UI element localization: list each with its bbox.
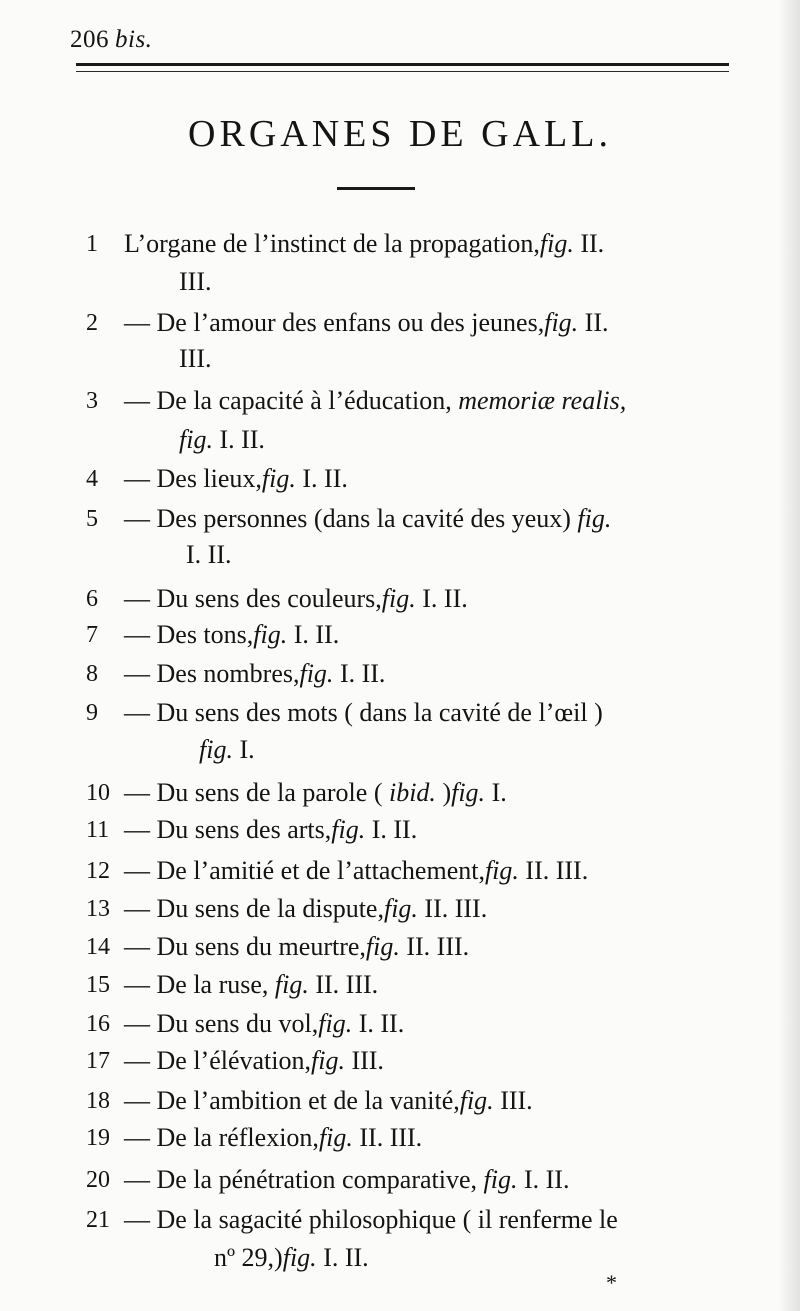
entry-fig-ref: II. III. <box>417 894 488 923</box>
entry-number: 13 <box>86 896 110 922</box>
entry-fig: fig. <box>451 778 486 807</box>
entry-fig: fig. <box>539 229 574 258</box>
entry-number: 8 <box>86 661 98 687</box>
entry-number: 6 <box>86 586 98 612</box>
entry-continuation <box>199 732 255 768</box>
entry-continuation <box>214 1240 369 1276</box>
entry-number: 9 <box>86 700 98 726</box>
entry-fig: fig. <box>299 659 334 688</box>
entry-continuation: III. <box>179 267 212 296</box>
entry-text: L’organe de l’instinct de la propagation, <box>124 229 540 258</box>
entry-text: — Des lieux, <box>124 464 262 493</box>
signature-mark: * <box>606 1270 617 1295</box>
entry-number: 3 <box>86 388 98 414</box>
entry-text: — De la pénétration comparative, <box>124 1165 478 1194</box>
entry-fig-ref: III. <box>493 1086 533 1115</box>
entry-text-after: ) <box>435 778 452 807</box>
entry-fig: fig. <box>199 735 233 764</box>
entry-fig-ref: II. III. <box>518 856 589 885</box>
entry-fig: fig. <box>383 894 418 923</box>
entry-text: — De la réflexion, <box>124 1123 319 1152</box>
entry-text: — Du sens de la parole ( <box>124 778 383 807</box>
entry-fig: fig. <box>459 1086 494 1115</box>
entry-fig: fig. <box>282 1243 317 1272</box>
entry-text: — De la capacité à l’éducation, <box>124 386 452 415</box>
entry-fig: fig. <box>381 584 416 613</box>
page-number <box>70 26 152 54</box>
entry-text: — De la sagacité philosophique ( il renferme le <box>124 1205 618 1234</box>
entry-number: 12 <box>86 858 110 884</box>
entry-fig: fig. <box>331 815 366 844</box>
entry-number: 7 <box>86 622 98 648</box>
entry-fig-ref: I. II. <box>365 815 418 844</box>
entry-fig: fig. <box>484 856 519 885</box>
entry-number: 19 <box>86 1125 110 1151</box>
entry-fig-ref: I. II. <box>212 425 265 454</box>
entry-fig: fig. <box>477 1165 518 1194</box>
entry-number: 16 <box>86 1011 110 1037</box>
entry-continuation <box>179 422 265 458</box>
entry-number: 2 <box>86 310 98 336</box>
entry-continuation: III. <box>179 344 212 373</box>
entry-text: — Du sens des mots ( dans la cavité de l’œil ) <box>124 698 603 727</box>
entry-fig-ref: I. <box>485 778 507 807</box>
entry-fig-ref: I. II. <box>287 620 340 649</box>
entry-fig: fig. <box>179 425 213 454</box>
page-edge-shadow <box>778 0 800 1311</box>
entry-number: 1 <box>86 231 98 257</box>
entry-fig: fig. <box>544 308 579 337</box>
entry-text: — Du sens du vol, <box>124 1009 319 1038</box>
entry-fig: fig. <box>311 1046 345 1075</box>
entry-text: — De la ruse, <box>124 970 269 999</box>
entry-fig-ref: I. II. <box>295 464 348 493</box>
entry-fig-ref: II. III. <box>399 932 470 961</box>
entry-continuation-text: nº 29,) <box>214 1243 283 1272</box>
page-title-text: ORGANES DE GALL. <box>188 113 612 155</box>
header-rule <box>76 63 729 66</box>
entry-number: 5 <box>86 506 98 532</box>
page-number-value: 206 <box>70 26 109 53</box>
entry-text: — Du sens de la dispute, <box>124 894 384 923</box>
entry-text: — Du sens du meurtre, <box>124 932 366 961</box>
entry-number: 17 <box>86 1048 110 1074</box>
entry-italic: memoriæ realis, <box>451 386 627 415</box>
entry-number: 20 <box>86 1167 110 1193</box>
entry-number: 14 <box>86 934 110 960</box>
entry-fig: fig. <box>253 620 288 649</box>
entry-number: 4 <box>86 466 98 492</box>
entry-text: — Des tons, <box>124 620 254 649</box>
entry-text: — De l’ambition et de la vanité, <box>124 1086 460 1115</box>
entry-number: 21 <box>86 1207 110 1233</box>
title-underline <box>337 187 415 190</box>
entry-number: 10 <box>86 780 110 806</box>
entry-fig-ref: II. III. <box>308 970 379 999</box>
entry-number: 11 <box>86 817 110 843</box>
entry-italic: ibid. <box>382 778 436 807</box>
entry-fig-ref: I. II. <box>316 1243 369 1272</box>
entry-fig: fig. <box>365 932 400 961</box>
entry-fig-ref: I. II. <box>352 1009 405 1038</box>
entry-fig-ref: II. <box>578 308 609 337</box>
page-number-suffix: bis. <box>115 26 153 53</box>
entry-text: — De l’amour des enfans ou des jeunes, <box>124 308 545 337</box>
entry-text: — Du sens des couleurs, <box>124 584 382 613</box>
entry-fig: fig. <box>318 1123 353 1152</box>
entry-text: — Des personnes (dans la cavité des yeux) <box>124 504 571 533</box>
entry-fig-ref: I. <box>232 735 255 764</box>
entry-fig-ref: I. II. <box>517 1165 570 1194</box>
page-title <box>0 112 800 156</box>
entry-fig-ref: II. III. <box>352 1123 423 1152</box>
entry-text: — De l’amitié et de l’attachement, <box>124 856 485 885</box>
entry-fig-ref: I. II. <box>415 584 468 613</box>
entry-number: 15 <box>86 972 110 998</box>
entry-fig-ref: I. II. <box>333 659 386 688</box>
entry-fig: fig. <box>570 504 612 533</box>
entry-fig: fig. <box>261 464 296 493</box>
entry-continuation: I. II. <box>186 540 232 569</box>
entry-text: — De l’élévation, <box>124 1046 311 1075</box>
entry-fig-ref: II. <box>573 229 605 258</box>
entry-text: — Des nombres, <box>124 659 300 688</box>
entry-number: 18 <box>86 1088 110 1114</box>
entry-fig: fig. <box>268 970 309 999</box>
entry-fig: fig. <box>318 1009 353 1038</box>
entry-fig-ref: III. <box>344 1046 384 1075</box>
entry-text: — Du sens des arts, <box>124 815 332 844</box>
header-rule-thin <box>76 71 729 72</box>
